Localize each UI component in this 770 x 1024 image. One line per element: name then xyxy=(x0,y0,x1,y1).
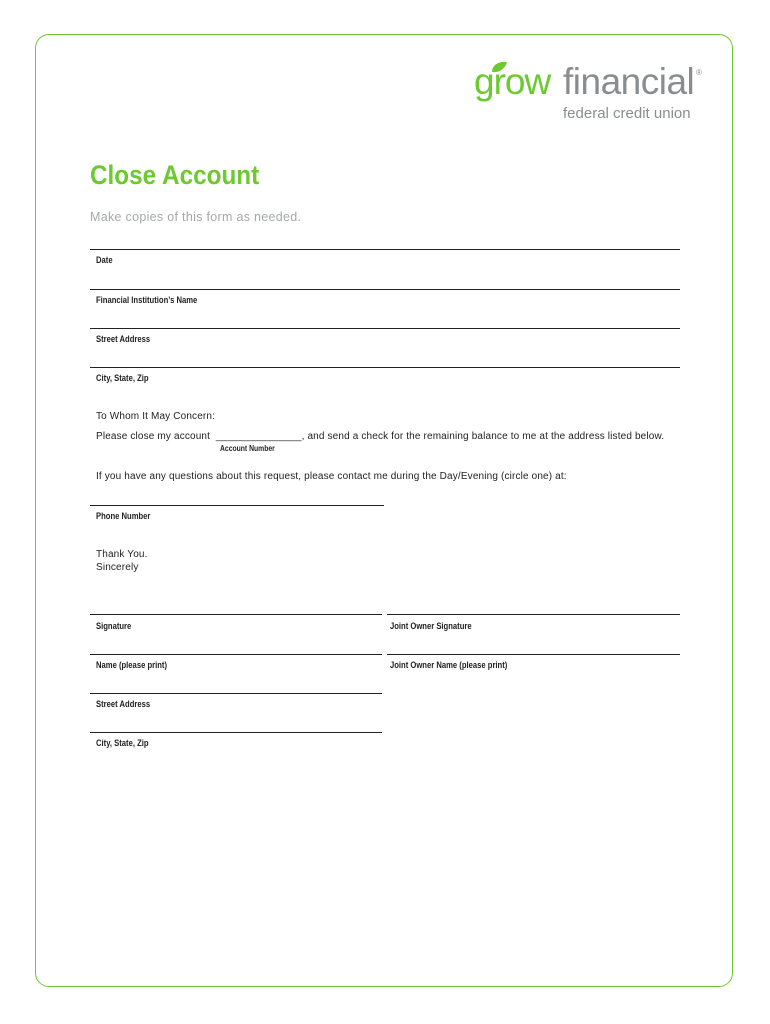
close-request-line xyxy=(96,431,664,442)
account-number-blank[interactable]: _______________ xyxy=(215,431,302,442)
signer-street-address-field-line[interactable] xyxy=(90,693,382,694)
logo-tagline: federal credit union xyxy=(563,105,691,122)
signer-city-state-zip-field-line[interactable] xyxy=(90,732,382,733)
signature-field-line[interactable] xyxy=(90,614,382,615)
close-suffix: , and send a check for the remaining balance to me at the address listed below. xyxy=(301,431,665,442)
phone-number-label: Phone Number xyxy=(96,511,151,521)
form-title: Close Account xyxy=(90,160,260,190)
phone-number-field-line[interactable] xyxy=(90,505,384,506)
date-label: Date xyxy=(96,255,113,265)
grow-financial-logo xyxy=(474,62,706,126)
sincerely-text: Sincerely xyxy=(96,562,139,573)
joint-signature-label: Joint Owner Signature xyxy=(390,621,472,631)
name-field-line[interactable] xyxy=(90,654,382,655)
signer-city-state-zip-label: City, State, Zip xyxy=(96,738,149,748)
salutation: To Whom It May Concern: xyxy=(96,411,216,422)
registered-mark: ® xyxy=(696,68,702,77)
joint-name-label: Joint Owner Name (please print) xyxy=(390,660,508,670)
street-address-label: Street Address xyxy=(96,334,151,344)
close-prefix: Please close my account xyxy=(96,431,211,442)
institution-name-field-line[interactable] xyxy=(90,289,680,290)
form-subtitle: Make copies of this form as needed. xyxy=(90,210,302,224)
joint-signature-field-line[interactable] xyxy=(387,614,680,615)
thank-you-text: Thank You. xyxy=(96,549,148,560)
logo-financial-text: financial xyxy=(563,61,695,102)
city-state-zip-field-line[interactable] xyxy=(90,367,680,368)
joint-name-field-line[interactable] xyxy=(387,654,680,655)
date-field-line[interactable] xyxy=(90,249,680,250)
account-number-label: Account Number xyxy=(220,444,275,453)
logo-grow-text: grow xyxy=(474,61,551,102)
signature-label: Signature xyxy=(96,621,132,631)
contact-line: If you have any questions about this request, please contact me during the Day/Evening (circle one) at: xyxy=(96,471,567,482)
name-label: Name (please print) xyxy=(96,660,168,670)
signer-street-address-label: Street Address xyxy=(96,699,151,709)
street-address-field-line[interactable] xyxy=(90,328,680,329)
city-state-zip-label: City, State, Zip xyxy=(96,373,149,383)
institution-name-label: Financial Institution’s Name xyxy=(96,295,198,305)
